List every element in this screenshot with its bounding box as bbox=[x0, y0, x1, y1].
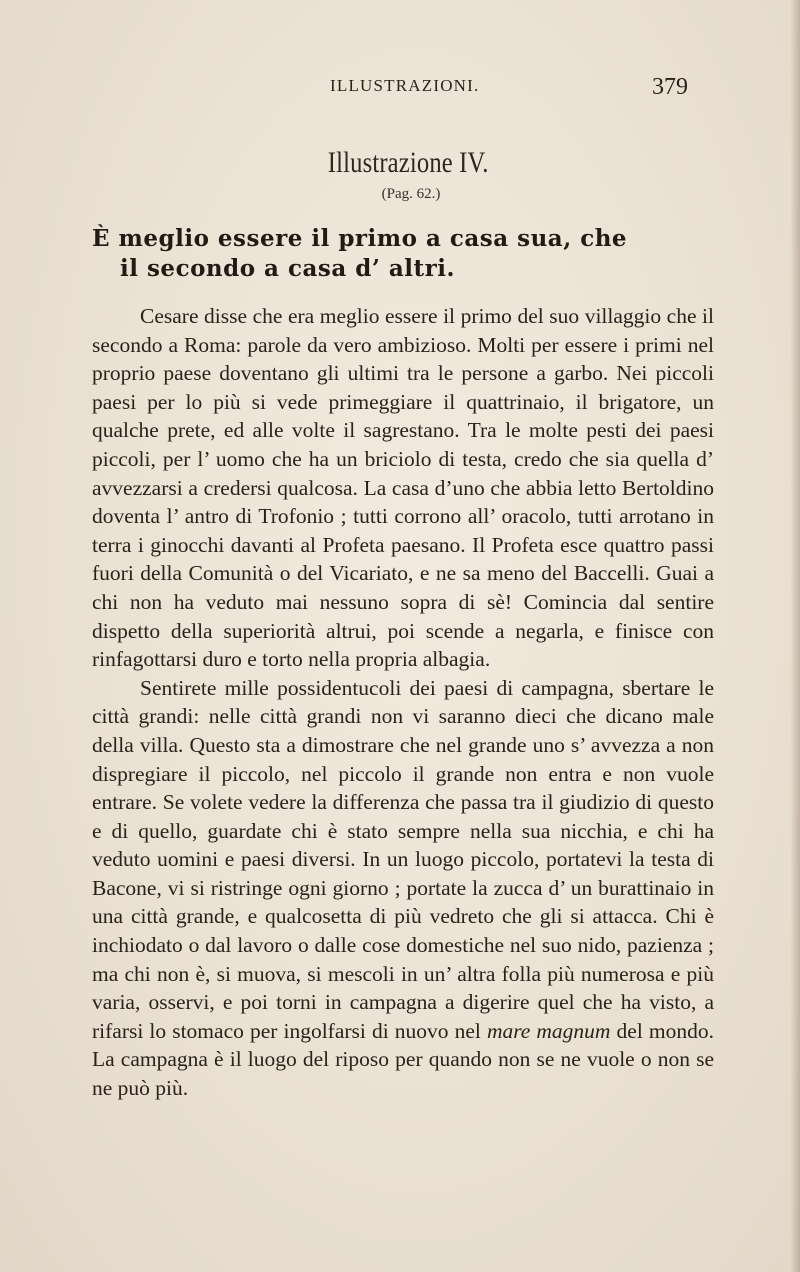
paragraph-2-text-a: Sentirete mille possidentucoli dei paesi di campagna, sbertare le città grandi: nelle città grandi non vi saranno dieci che dicano male della villa. Questo sta a dimostrare che nel grande uno s’ avvezza a non dispregiare il piccolo, nel piccolo il grande non entra e non vuole entrare. Se volete vedere la differenza che passa tra il giudizio di questo e di quello, guardate chi è stato sempre nella sua nicchia, e chi ha veduto uomini e paesi diversi. In un luogo piccolo, portatevi la testa di Bacone, vi si ristringe ogni giorno ; portate la zucca d’ un burattinaio in una città grande, e qualcosetta di più vedreto che gli si attacca. Chi è inchiodato o dal lavoro o dalle cose domestiche nel suo nido, pazienza ; ma chi non è, si muova, si mescoli in un’ altra folla più numerosa e più varia, osservi, e poi torni in campagna a digerire quel che ha visto, a rifarsi lo stomaco per ingolfarsi di nuovo nel bbox=[92, 675, 714, 1043]
italic-phrase: mare magnum bbox=[486, 1018, 611, 1043]
proverb-line-1: È meglio essere il primo a casa sua, che bbox=[92, 225, 628, 252]
illustration-title: Illustrazione IV. bbox=[327, 146, 489, 179]
running-head: ILLUSTRAZIONI. bbox=[330, 76, 480, 95]
paragraph-2-text-b: del mondo. La campagna è il luogo del riposo per quando non se ne vuole o non se ne può più. bbox=[92, 1018, 714, 1101]
page-number: 379 bbox=[652, 74, 688, 100]
proverb-heading bbox=[92, 224, 712, 284]
paragraph-1: Cesare disse che era meglio essere il primo del suo villaggio che il secondo a Roma: parole da vero ambizioso. Molti per essere i primi nel proprio paese doventano gli ultimi tra le persone a garbo. Nei piccoli paesi per lo più si vede primeggiare il quattrinaio, il brigatore, un qualche prete, ed alle volte il sagrestano. Tra le molte pesti dei paesi piccoli, per l’ uomo che ha un briciolo di testa, credo che sia quella d’ avvezzarsi a credersi qualcosa. La casa d’uno che abbia letto Bertoldino doventa l’ antro di Trofonio ; tutti corrono all’ oracolo, tutti arrotano in terra i ginocchi davanti al Profeta paesano. Il Profeta esce quattro passi fuori della Comunità o del Vicariato, e ne sa meno del Baccelli. Guai a chi non ha veduto mai nessuno sopra di sè! Comincia dal sentire dispetto della superiorità altrui, poi scende a negarla, e finisce con rinfagottarsi duro e torto nella propria albagia. bbox=[92, 304, 714, 672]
proverb-line-2: il secondo a casa d’ altri. bbox=[120, 255, 455, 282]
body-text bbox=[92, 302, 714, 1103]
paragraph-2 bbox=[92, 674, 714, 1103]
page-reference: (Pag. 62.) bbox=[381, 186, 441, 202]
